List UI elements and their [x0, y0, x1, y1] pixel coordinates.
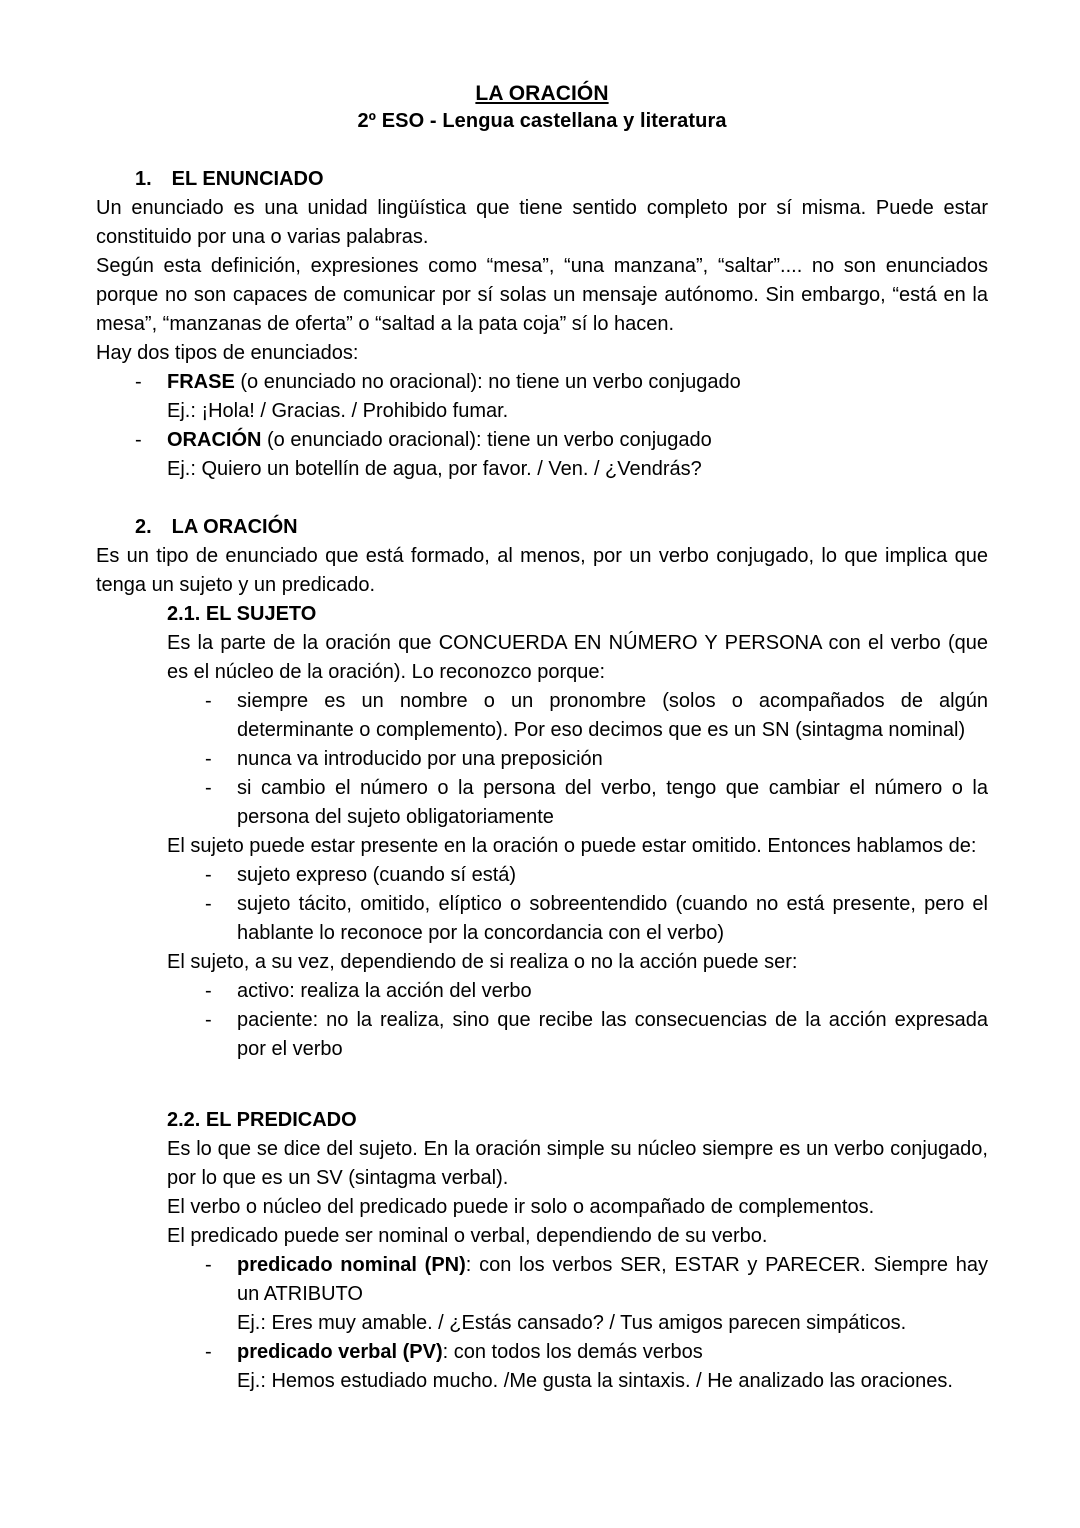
section-1-paragraph-2: Según esta definición, expresiones como “mesa”, “una manzana”, “saltar”.... no son enunciados porque no son capaces de comunicar por sí solas un mensaje autónomo. Sin embargo, “está en la mesa”, “manzanas de oferta” o “saltad a la pata coja” sí lo hacen.: [96, 255, 988, 335]
list-item: [205, 861, 988, 890]
dash-bullet-icon: -: [205, 980, 212, 1002]
list-item: [135, 368, 988, 426]
spacer: [96, 136, 988, 165]
document-title: [96, 80, 988, 107]
list-item-text: nunca va introducido por una preposición: [237, 748, 603, 770]
list-item: [205, 774, 988, 832]
sujeto-criteria-list: [205, 687, 988, 832]
list-item-text: (o enunciado no oracional): no tiene un verbo conjugado: [234, 371, 741, 393]
subsection-2-1-intro: Es la parte de la oración que CONCUERDA EN NÚMERO Y PERSONA con el verbo (que es el núcleo de la oración). Lo reconozco porque:: [167, 632, 988, 683]
list-item: [205, 977, 988, 1006]
list-item-term: predicado nominal (PN): [237, 1254, 466, 1276]
document-title-text: LA ORACIÓN: [475, 82, 609, 105]
list-item-text: (o enunciado oracional): tiene un verbo conjugado: [261, 429, 712, 451]
subsection-heading-2-2: 2.2. EL PREDICADO: [167, 1109, 357, 1131]
section-1-paragraph-1: Un enunciado es una unidad lingüística que tiene sentido completo por sí misma. Puede estar constituido por una o varias palabras.: [96, 197, 988, 248]
list-item: [205, 687, 988, 745]
list-item-example: Ej.: Eres muy amable. / ¿Estás cansado? / Tus amigos parecen simpáticos.: [237, 1312, 907, 1334]
sujeto-action-list: [205, 977, 988, 1064]
list-item: [205, 890, 988, 948]
dash-bullet-icon: -: [205, 1009, 212, 1031]
list-item-text: sujeto expreso (cuando sí está): [237, 864, 517, 886]
spacer: [96, 1064, 988, 1106]
section-heading-2: 2. LA ORACIÓN: [135, 516, 298, 538]
list-item-example: Ej.: ¡Hola! / Gracias. / Prohibido fumar.: [167, 400, 509, 422]
sujeto-presence-intro: El sujeto puede estar presente en la oración o puede estar omitido. Entonces hablamos de:: [167, 835, 977, 857]
dash-bullet-icon: -: [135, 429, 142, 451]
predicado-paragraph-3: El predicado puede ser nominal o verbal, dependiendo de su verbo.: [167, 1225, 768, 1247]
list-item-text: paciente: no la realiza, sino que recibe las consecuencias de la acción expresada por el verbo: [237, 1009, 988, 1060]
dash-bullet-icon: -: [135, 371, 142, 393]
dash-bullet-icon: -: [205, 748, 212, 770]
list-item: [205, 745, 988, 774]
list-item-example: Ej.: Hemos estudiado mucho. /Me gusta la sintaxis. / He analizado las oraciones.: [237, 1370, 953, 1392]
list-item: [135, 426, 988, 484]
document-subtitle: 2º ESO - Lengua castellana y literatura: [357, 110, 727, 132]
section-1-paragraph-3: Hay dos tipos de enunciados:: [96, 342, 359, 364]
list-item-text: si cambio el número o la persona del verbo, tengo que cambiar el número o la persona del sujeto obligatoriamente: [237, 777, 988, 828]
predicado-paragraph-1: Es lo que se dice del sujeto. En la oración simple su núcleo siempre es un verbo conjugado, por lo que es un SV (sintagma verbal).: [167, 1138, 988, 1189]
list-item-term: FRASE: [167, 371, 235, 393]
sujeto-presence-list: [205, 861, 988, 948]
list-item-text: siempre es un nombre o un pronombre (solos o acompañados de algún determinante o complemento). Por eso decimos que es un SN (sintagma nominal): [237, 690, 988, 741]
list-item: [205, 1338, 988, 1396]
subsection-heading-2-1: 2.1. EL SUJETO: [167, 603, 317, 625]
list-item: [205, 1251, 988, 1338]
dash-bullet-icon: -: [205, 893, 212, 915]
dash-bullet-icon: -: [205, 777, 212, 799]
sujeto-action-intro: El sujeto, a su vez, dependiendo de si realiza o no la acción puede ser:: [167, 951, 798, 973]
list-item-term: predicado verbal (PV): [237, 1341, 443, 1363]
list-item-text: : con todos los demás verbos: [442, 1341, 703, 1363]
list-item-text: activo: realiza la acción del verbo: [237, 980, 532, 1002]
list-item: [205, 1006, 988, 1064]
dash-bullet-icon: -: [205, 1254, 212, 1276]
predicado-types-list: [205, 1251, 988, 1396]
predicado-paragraph-2: El verbo o núcleo del predicado puede ir solo o acompañado de complementos.: [167, 1196, 875, 1218]
list-item-term: ORACIÓN: [167, 429, 262, 451]
spacer: [96, 484, 988, 513]
dash-bullet-icon: -: [205, 1341, 212, 1363]
section-2-intro: Es un tipo de enunciado que está formado, al menos, por un verbo conjugado, lo que implica que tenga un sujeto y un predicado.: [96, 545, 988, 596]
dash-bullet-icon: -: [205, 864, 212, 886]
section-heading-1: 1. EL ENUNCIADO: [135, 168, 324, 190]
list-item-text: : con los verbos SER, ESTAR y PARECER. Siempre hay un ATRIBUTO: [237, 1254, 989, 1305]
list-item-text: sujeto tácito, omitido, elíptico o sobreentendido (cuando no está presente, pero el hablante lo reconoce por la concordancia con el verbo): [237, 893, 988, 944]
list-item-example: Ej.: Quiero un botellín de agua, por favor. / Ven. / ¿Vendrás?: [167, 458, 702, 480]
dash-bullet-icon: -: [205, 690, 212, 712]
enunciado-types-list: [135, 368, 988, 484]
